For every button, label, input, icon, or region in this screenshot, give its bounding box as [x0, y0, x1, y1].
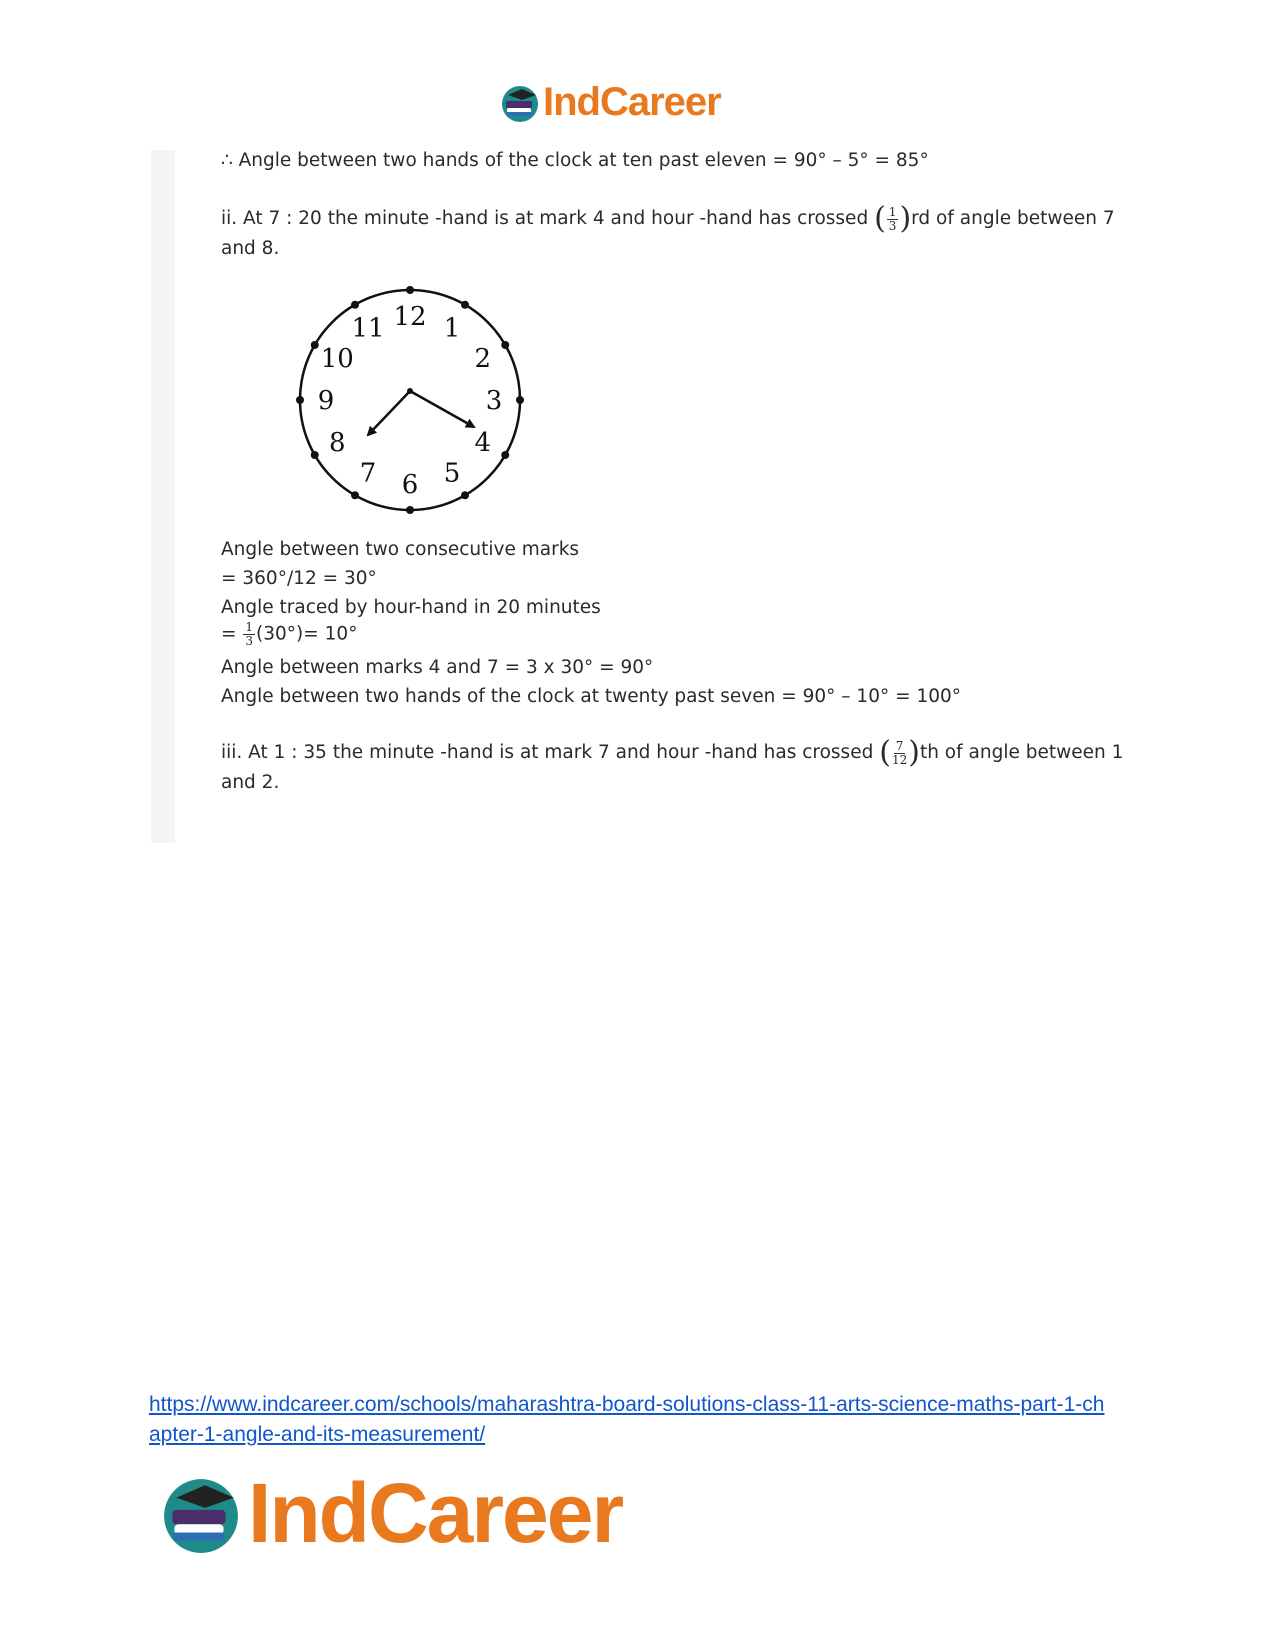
one-third-fraction-step: $\frac{1}{3}$: [245, 620, 254, 648]
part-iii-prefix: iii. At 1 : 35 the minute -hand is at mark 7 and hour -hand has crossed: [221, 742, 874, 763]
hour-mark: [311, 451, 319, 459]
part-ii-statement: ii. At 7 : 20 the minute -hand is at mark 4 and hour -hand has crossed ( $\frac{1}{3}$ )rd of angle between 7: [221, 201, 1115, 236]
clock-number: 12: [393, 302, 427, 332]
header-logo-text: IndCareer: [543, 80, 721, 124]
hour-hand: [368, 391, 410, 435]
header-logo: [500, 80, 721, 125]
clock-number: 11: [351, 313, 385, 344]
graduation-book-icon: [160, 1473, 242, 1555]
seven-twelfths-fraction: $\frac{7}{12}$: [891, 738, 908, 767]
part-iii-suffix: th of angle between 1: [919, 742, 1124, 763]
hour-mark: [351, 301, 359, 309]
step-consecutive-marks: Angle between two consecutive marks: [221, 539, 580, 560]
clock-number: 4: [474, 428, 492, 458]
clock-number: 6: [401, 470, 419, 500]
angle-result-line: ∴ Angle between two hands of the clock at ten past eleven = 90° – 5° = 85°: [221, 150, 929, 171]
clock-number: 7: [359, 458, 377, 489]
clock-number: 2: [474, 344, 492, 374]
hour-mark: [461, 491, 469, 499]
step-result: Angle between two hands of the clock at twenty past seven = 90° – 10° = 100°: [221, 686, 962, 707]
hour-mark: [501, 451, 509, 459]
hour-mark: [516, 396, 524, 404]
step-hour-hand-value: = $\frac{1}{3}$ (30°)= 10°: [221, 620, 358, 648]
part-ii-suffix: rd of angle between 7: [911, 208, 1115, 229]
part-iii-continuation: and 2.: [221, 772, 280, 793]
clock-number: 5: [443, 458, 461, 489]
minute-hand: [410, 391, 474, 427]
clock-number: 8: [328, 428, 346, 458]
hour-mark: [501, 341, 509, 349]
clock-numbers: [318, 302, 503, 500]
hour-mark: [406, 286, 414, 294]
footer-logo: [160, 1465, 622, 1562]
step-marks-angle: Angle between marks 4 and 7 = 3 x 30° = 90°: [221, 657, 654, 678]
one-third-fraction: $\frac{1}{3}$: [888, 204, 897, 233]
hour-mark: [406, 506, 414, 514]
part-ii-continuation: and 8.: [221, 238, 280, 259]
part-iii-statement: iii. At 1 : 35 the minute -hand is at mark 7 and hour -hand has crossed ( $\frac{7}{12}$ )th of angle between 1: [221, 735, 1124, 770]
clock-diagram: [290, 280, 530, 520]
graduation-book-icon: [500, 83, 540, 123]
clock-number: 10: [320, 344, 354, 374]
hour-mark: [461, 301, 469, 309]
footer-logo-text: IndCareer: [248, 1466, 623, 1560]
clock-number: 9: [317, 386, 335, 416]
hour-mark: [296, 396, 304, 404]
clock-center: [407, 388, 413, 394]
source-link[interactable]: https://www.indcareer.com/schools/maharashtra-board-solutions-class-11-arts-science-maths-part-1-chapter-1-angle-and-its-measurement/: [149, 1393, 1105, 1446]
clock-number: 3: [485, 386, 503, 416]
side-panel: [151, 150, 175, 843]
hour-mark: [311, 341, 319, 349]
step-mark-angle: = 360°/12 = 30°: [221, 568, 377, 589]
part-ii-prefix: ii. At 7 : 20 the minute -hand is at mark 4 and hour -hand has crossed: [221, 208, 869, 229]
step-hour-hand-label: Angle traced by hour-hand in 20 minutes: [221, 597, 601, 618]
hour-mark: [351, 491, 359, 499]
clock-number: 1: [443, 313, 461, 344]
